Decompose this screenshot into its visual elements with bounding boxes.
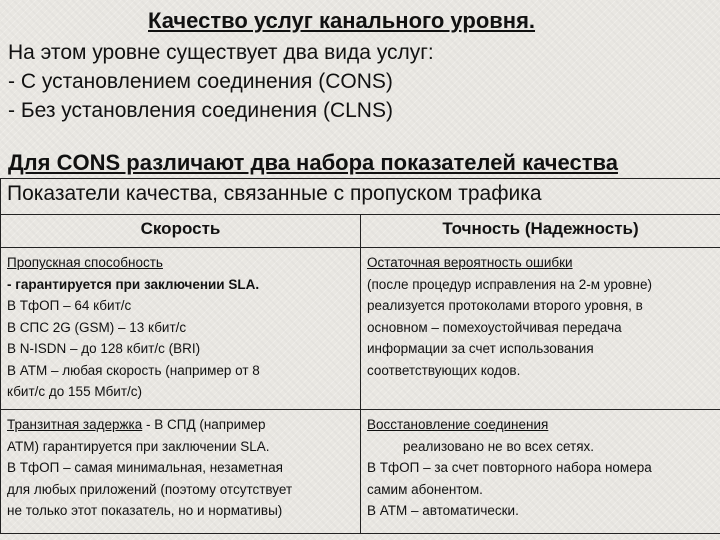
throughput-title: Пропускная способность <box>7 255 163 270</box>
reconnect-line: В АТМ – автоматически. <box>367 503 519 518</box>
residual-error-line: (после процедур исправления на 2-м уровне) <box>367 276 652 292</box>
transit-delay-line: - В СПД (например <box>142 417 266 432</box>
intro-line-cons: - С установлением соединения (CONS) <box>8 70 393 93</box>
intro-block <box>8 38 434 125</box>
reconnect-cell <box>361 410 720 534</box>
traffic-header: Показатели качества, связанные с пропуском трафика <box>1 179 720 215</box>
transit-delay-line: АТМ) гарантируется при заключении SLA. <box>7 438 270 454</box>
intro-line: На этом уровне существует два вида услуг: <box>8 41 434 64</box>
reconnect-title: Восстановление соединения <box>367 417 549 432</box>
cons-heading: Для CONS различают два набора показателей качества <box>8 150 618 175</box>
reconnect-line: реализовано не во всех сетях. <box>403 438 595 454</box>
intro-line-clns: - Без установления соединения (CLNS) <box>8 99 393 122</box>
throughput-gsm: В СПС 2G (GSM) – 13 кбит/с <box>7 319 187 335</box>
transit-delay-cell <box>1 410 361 534</box>
throughput-atm: В АТМ – любая скорость (например от 8 <box>7 362 260 378</box>
reconnect-line: В ТфОП – за счет повторного набора номера <box>367 460 652 475</box>
speed-column-header: Скорость <box>1 215 361 248</box>
throughput-atm-cont: кбит/с до 155 Мбит/с) <box>7 384 143 399</box>
transit-delay-line: не только этот показатель, но и нормативы) <box>7 503 283 518</box>
residual-error-line: информации за счет использования <box>367 341 594 356</box>
residual-error-line: реализуется протоколами второго уровня, в <box>367 298 643 313</box>
residual-error-title: Остаточная вероятность ошибки <box>367 255 573 270</box>
residual-error-cell <box>361 248 720 410</box>
slide-title: Качество услуг канального уровня. <box>148 8 536 33</box>
reconnect-line: самим абонентом. <box>367 481 483 497</box>
throughput-sla: - гарантируется при заключении SLA. <box>7 276 260 292</box>
throughput-isdn: В N-ISDN – до 128 кбит/с (BRI) <box>7 341 201 356</box>
qos-table <box>0 178 720 534</box>
throughput-cell <box>1 248 361 410</box>
transit-delay-line: для любых приложений (поэтому отсутствует <box>7 481 293 497</box>
transit-delay-title: Транзитная задержка <box>7 417 143 432</box>
residual-error-line: соответствующих кодов. <box>367 362 521 378</box>
residual-error-line: основном – помехоустойчивая передача <box>367 319 622 335</box>
accuracy-column-header: Точность (Надежность) <box>361 215 720 248</box>
transit-delay-line: В ТфОП – самая минимальная, незаметная <box>7 460 283 475</box>
throughput-pstn: В ТфОП – 64 кбит/с <box>7 298 132 313</box>
